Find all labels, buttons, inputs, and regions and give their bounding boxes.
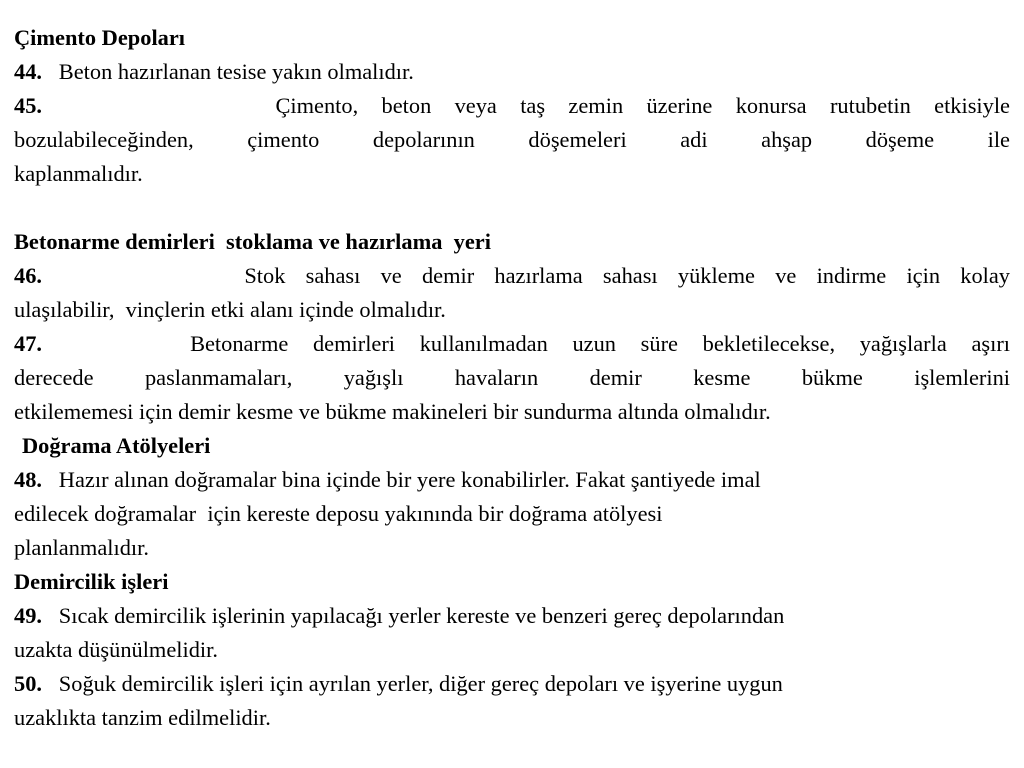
item-number: 46. (14, 263, 42, 288)
section-heading-betonarme: Betonarme demirleri stoklama ve hazırlama yeri (14, 229, 491, 254)
item-49-line-2: uzakta düşünülmelidir. (14, 637, 218, 662)
section-heading-demircilik: Demircilik işleri (14, 569, 169, 594)
slide-content (14, 21, 1010, 735)
item-46-line-2: ulaşılabilir, vinçlerin etki alanı içinde olmalıdır. (14, 297, 446, 322)
item-number: 44. (14, 59, 42, 84)
item-47-line-2: derecede paslanmamaları, yağışlı havaların demir kesme bükme işlemlerini (14, 365, 1010, 390)
item-text: Çimento, beton veya taş zemin üzerine konursa rutubetin etkisiyle (275, 93, 1010, 118)
item-49-line-1 (14, 599, 1010, 633)
item-number: 50. (14, 671, 42, 696)
item-50-line-2: uzaklıkta tanzim edilmelidir. (14, 705, 271, 730)
item-text: Stok sahası ve demir hazırlama sahası yükleme ve indirme için kolay (244, 263, 1010, 288)
item-text: Hazır alınan doğramalar bina içinde bir yere konabilirler. Fakat şantiyede imal (58, 467, 761, 492)
item-number: 48. (14, 467, 42, 492)
section-heading-dograma: Doğrama Atölyeleri (22, 433, 211, 458)
item-44 (14, 55, 1010, 89)
item-number: 47. (14, 331, 42, 356)
item-text: Betonarme demirleri kullanılmadan uzun süre bekletilecekse, yağışlarla aşırı (190, 331, 1010, 356)
item-number: 45. (14, 93, 42, 118)
item-45-line-3: kaplanmalıdır. (14, 161, 143, 186)
item-46-line-1 (14, 259, 1010, 293)
item-48-line-3: planlanmalıdır. (14, 535, 149, 560)
section-heading-cimento: Çimento Depoları (14, 25, 186, 50)
item-48-line-1 (14, 463, 1010, 497)
item-47-line-1 (14, 327, 1010, 361)
item-50-line-1 (14, 667, 1010, 701)
item-number: 49. (14, 603, 42, 628)
item-48-line-2: edilecek doğramalar için kereste deposu yakınında bir doğrama atölyesi (14, 501, 663, 526)
spacer (14, 191, 1010, 225)
item-45-line-2: bozulabileceğinden, çimento depolarının döşemeleri adi ahşap döşeme ile (14, 127, 1010, 152)
item-text: Soğuk demircilik işleri için ayrılan yerler, diğer gereç depoları ve işyerine uygun (58, 671, 783, 696)
item-text: Beton hazırlanan tesise yakın olmalıdır. (58, 59, 414, 84)
item-45-line-1 (14, 89, 1010, 123)
item-47-line-3: etkilememesi için demir kesme ve bükme makineleri bir sundurma altında olmalıdır. (14, 399, 771, 424)
item-text: Sıcak demircilik işlerinin yapılacağı yerler kereste ve benzeri gereç depolarından (58, 603, 785, 628)
